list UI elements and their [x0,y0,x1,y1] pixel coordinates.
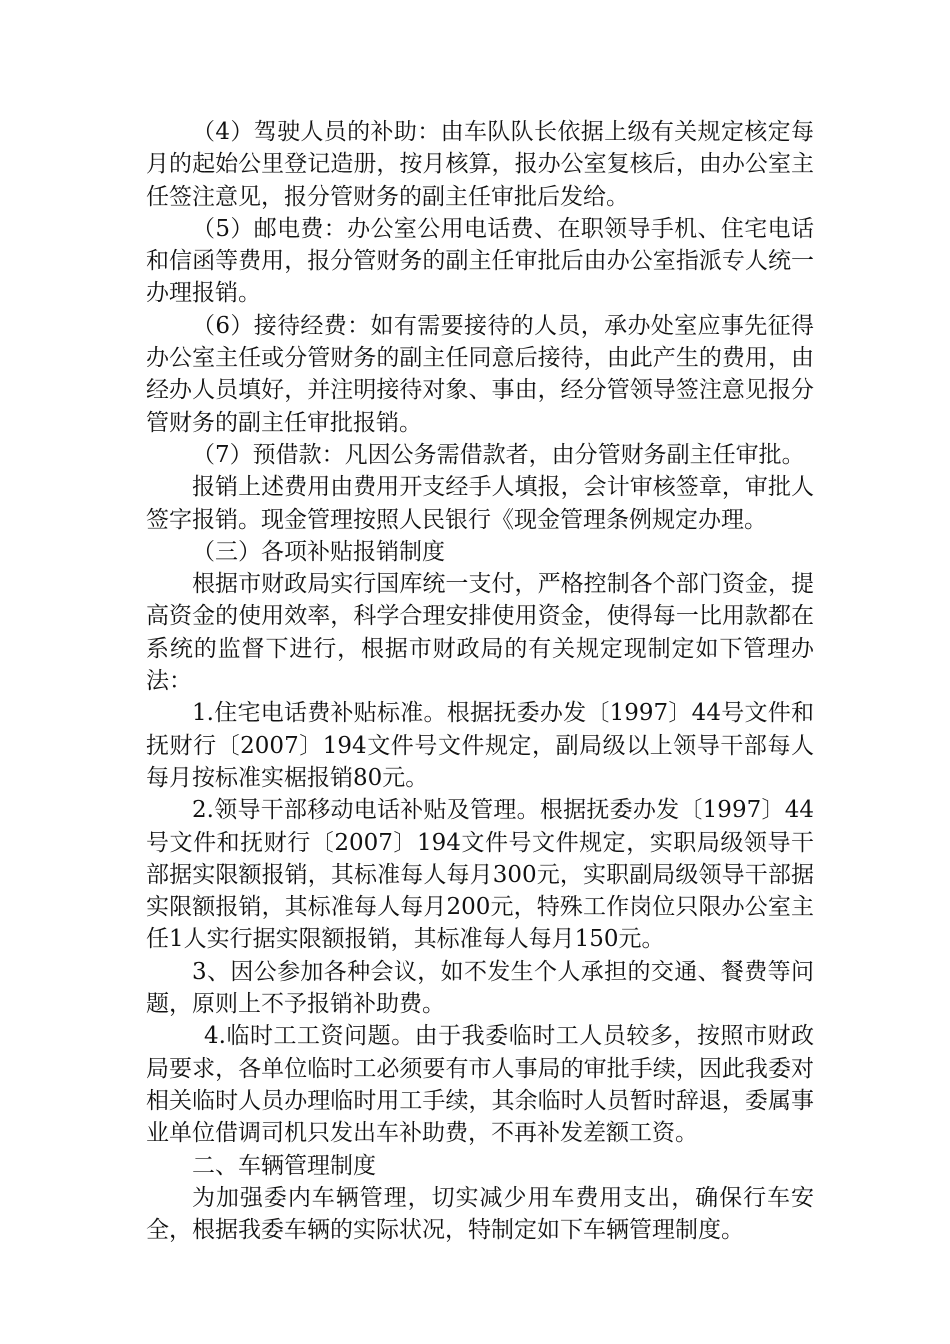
paragraph-temporary-worker-wages: 4.临时工工资问题。由于我委临时工人员较多，按照市财政局要求，各单位临时工必须要有市人事局的审批手续，因此我委对相关临时人员办理临时用工手续，其余临时人员暂时辞退，委属事业单位借调司机只发出车补助费，不再补发差额工资。 [146,1023,814,1147]
paragraph-subsidy-intro: 根据市财政局实行国库统一支付，严格控制各个部门资金，提高资金的使用效率，科学合理安排使用资金，使得每一比用款都在系统的监督下进行，根据市财政局的有关规定现制定如下管理办法： [146,571,814,695]
section-heading-subsidy-system: （三）各项补贴报销制度 [192,538,445,565]
paragraph-reimbursement-procedure: 报销上述费用由费用开支经手人填报，会计审核签章，审批人签字报销。现金管理按照人民银行《现金管理条例规定办理。 [146,474,814,533]
paragraph-mobile-phone-subsidy: 2.领导干部移动电话补贴及管理。根据抚委办发〔1997〕44号文件和抚财行〔2007〕194文件号文件规定，实职局级领导干部据实限额报销，其标准每人每月300元，实职副局级领导干部据实限额报销，其标准每人每月200元，特殊工作岗位只限办公室主任1人实行据实限额报销，其标准每人每月150元。 [146,797,814,953]
section-heading-vehicle-management: 二、车辆管理制度 [192,1152,376,1179]
document-page [146,116,814,1246]
paragraph-home-phone-subsidy: 1.住宅电话费补贴标准。根据抚委办发〔1997〕44号文件和抚财行〔2007〕194文件号文件规定，副局级以上领导干部每人每月按标准实椐报销80元。 [146,700,814,791]
paragraph-advance-loan: （7）预借款：凡因公务需借款者，由分管财务副主任审批。 [192,441,805,468]
paragraph-meeting-subsidy: 3、因公参加各种会议，如不发生个人承担的交通、餐费等问题，原则上不予报销补助费。 [146,958,814,1018]
paragraph-driver-subsidy: （4）驾驶人员的补助：由车队队长依据上级有关规定核定每月的起始公里登记造册，按月核算，报办公室复核后，由办公室主任签注意见，报分管财务的副主任审批后发给。 [146,119,814,210]
paragraph-reception-funds: （6）接待经费：如有需要接待的人员，承办处室应事先征得办公室主任或分管财务的副主任同意后接待，由此产生的费用，由经办人员填好，并注明接待对象、事由，经分管领导签注意见报分管财务的副主任审批报销。 [146,312,814,436]
paragraph-postal-fees: （5）邮电费：办公室公用电话费、在职领导手机、住宅电话和信函等费用，报分管财务的副主任审批后由办公室指派专人统一办理报销。 [146,215,814,307]
paragraph-vehicle-management-intro: 为加强委内车辆管理，切实减少用车费用支出，确保行车安全，根据我委车辆的实际状况，特制定如下车辆管理制度。 [146,1184,814,1244]
